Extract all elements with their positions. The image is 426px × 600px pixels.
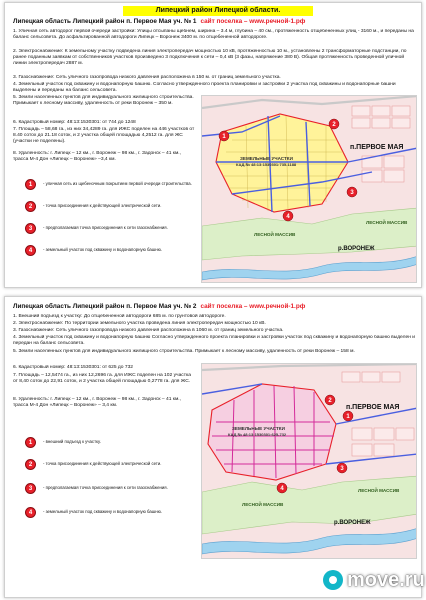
map-drawing: [202, 96, 417, 283]
legend-marker-3: 3: [25, 483, 36, 494]
legend-item-1: [25, 179, 215, 193]
plot-2-header: [13, 303, 417, 310]
legend-marker-2: 2: [25, 459, 36, 470]
map-label-forest-2: ЛЕСНОЙ МАССИВ: [366, 220, 408, 225]
legend-item-4: [25, 507, 215, 521]
plot-1-header: [13, 18, 417, 25]
legend-marker-4: 4: [25, 507, 36, 518]
map-marker-1-label: 1: [222, 134, 226, 140]
legend-item-2: [25, 201, 215, 215]
moveru-logo-icon: [323, 570, 343, 590]
map-marker-4-label: 4: [280, 486, 284, 492]
map-marker-3-label: 3: [340, 466, 344, 472]
map-label-cadastre: КАД.№ 48:13:1530301:625-732: [228, 432, 287, 437]
legend-item-4: [25, 245, 215, 259]
legend-text-1: - внешний подъезд к участку.: [43, 439, 101, 444]
legend-marker-4: 4: [25, 245, 36, 256]
legend-marker-1: 1: [25, 437, 36, 448]
paragraph-gas: 3. Газоснабжение: Сеть уличного газопровода низкого давления расположена в 150 м. от границ земельного участка.: [13, 75, 281, 80]
map-label-forest-2: ЛЕСНОЙ МАССИВ: [358, 488, 400, 493]
paragraph-land-category: 5. Земли населенных пунктов для индивидуального жилищного строительства. Примыкает к лесному массиву, удаленность от реки Воронеж – 158 м.: [13, 349, 355, 354]
paragraph-well: 4. Земельный участок под скважину и водонапорную башню Согласно утвержденного проекта планировки и застройки участок под скважину и водонапорную башню выделен и передан на баланс сельсовета.: [13, 335, 415, 347]
legend-marker-3: 3: [25, 223, 36, 234]
legend-item-3: [25, 223, 215, 237]
region-title: Липецкий район Липецкой области.: [123, 6, 313, 16]
listing-sheet-plot-2: [4, 296, 425, 598]
plot-1-title: Липецкая область Липецкий район п. Первое Мая уч. № 1: [13, 18, 197, 25]
map-marker-2-label: 2: [328, 398, 332, 404]
map-label-plots: ЗЕМЕЛЬНЫЕ УЧАСТКИ: [232, 426, 285, 431]
map-marker-4-label: 4: [286, 214, 290, 220]
paragraph-electricity: 2. Электроснабжение: По территории земельного участка проведена линия электропередач мощностью 10 кВ.: [13, 321, 266, 326]
map-label-forest-1: ЛЕСНОЙ МАССИВ: [242, 502, 284, 507]
paragraph-access: 1. Внешний подъезд к участку: До отщебененной автодороги 685 м. по грунтовой автодороге.: [13, 314, 226, 319]
paragraph-distance: 8. Удаленность: г. Липецк – 12 км., г. Воронеж – 98 км., г. Задонск – 41 км., трасса М-4 Дон «Липецк – Воронеж» –3,4 км.: [13, 151, 182, 163]
legend-text-3: - предполагаемая точка присоединения к сети газоснабжения.: [43, 225, 168, 230]
map-label-plots: ЗЕМЕЛЬНЫЕ УЧАСТКИ: [240, 156, 293, 161]
paragraph-cadastre: 6. Кадастровый номер: 48:13:1530301: от 625 до 732: [13, 365, 134, 370]
map-label-village: п.ПЕРВОЕ МАЯ: [346, 404, 400, 411]
legend-text-3: - предполагаемая точка присоединения к сети газоснабжения.: [43, 485, 168, 490]
plot-2-title: Липецкая область Липецкий район п. Первое Мая уч. № 2: [13, 303, 197, 310]
legend-text-2: - точка присоединения к действующей электрической сети.: [43, 461, 162, 466]
legend-marker-1: 1: [25, 179, 36, 190]
paragraph-roads: 1. Уличная сеть автодорог первой очереди застройки: Улицы отсыпаны щебнем, ширина – 3.4 м, глубина – 40 см., протяженность отщебененных улиц - 3160 м., и переданы на баланс сельсовета. До асфальтированной автодороги Липецк – Воронеж 3400 м. по отщебененной автодороге.: [13, 29, 414, 41]
legend-item-1: [25, 437, 215, 451]
paragraph-cadastre: 6. Кадастровый номер: 48:13:1530301: от 744 до 1248: [13, 120, 136, 125]
site-link[interactable]: сайт поселка – www.речной-1.рф: [200, 18, 306, 25]
paragraph-electricity: 2. Электроснабжение: К земельному участку подведена линия электропередач мощностью 10 кВ, протяженностью 10 м., установлены 2 трансформаторные подстанции, по ранее поданным заявкам от собственников участков произведено 3 подключения к сети – 0,4 кВ (3 фазы, напряжение 380 В). Общая протяженность проведенной уличной линии электропередач 2887 м.: [13, 49, 407, 67]
map-marker-1-label: 1: [346, 414, 350, 420]
legend-marker-2: 2: [25, 201, 36, 212]
paragraph-gas: 3. Газоснабжение: Сеть уличного газопровода низкого давления расположена в 1060 м. от границ земельного участка.: [13, 328, 284, 333]
paragraph-distance: 8. Удаленность: г. Липецк – 12 км., г. Воронеж – 98 км., г. Задонск – 41 км., трасса М-4 Дон «Липецк – Воронеж» – 3,4 км.: [13, 397, 182, 409]
map-label-river: р.ВОРОНЕЖ: [334, 520, 371, 526]
legend-text-1: - уличная сеть из щебеночным покрытием первой очереди строительства.: [43, 181, 192, 186]
map-label-river: р.ВОРОНЕЖ: [338, 246, 375, 252]
legend-text-2: - точка присоединения к действующей электрической сети.: [43, 203, 162, 208]
legend-item-2: [25, 459, 215, 473]
legend-text-4: - земельный участок под скважину и водонапорную башню.: [43, 509, 163, 514]
map-marker-2-label: 2: [332, 122, 336, 128]
map-label-cadastre: КАД.№ 48:13:1530301:735-1188: [236, 162, 297, 167]
paragraph-area: 7. Площадь – 12,5474 га., из них 12,2696 га. для ИЖС поделен на 102 участка от 8,40 соток до 22,91 соток, и 2 участка общей площадью 0,2778 га. для ЖС.: [13, 373, 191, 385]
site-link[interactable]: сайт поселка – www.речной-1.рф: [200, 303, 306, 310]
map-label-village: п.ПЕРВОЕ МАЯ: [350, 144, 404, 151]
legend-text-4: - земельный участок под скважину и водонапорную башню.: [43, 247, 163, 252]
paragraph-well: 4. Земельный участок под скважину и водонапорную башню. Согласно утвержденного проекта планировки и застройки 2 участка под скважины и водонапорные башни выделены и переданы на баланс сельсовета.: [13, 82, 396, 94]
map-marker-3-label: 3: [350, 190, 354, 196]
map-drawing: [202, 364, 417, 559]
legend-item-3: [25, 483, 215, 497]
site-plan-map-2: [201, 363, 417, 559]
moveru-watermark-text: move.ru: [347, 569, 425, 591]
listing-sheet-plot-1: [4, 2, 422, 288]
paragraph-land-category: 5. Земли населенных пунктов для индивидуального жилищного строительства. Примыкает к лесному массиву, удаленность от реки Воронеж – 350 м.: [13, 95, 194, 107]
map-label-forest-1: ЛЕСНОЙ МАССИВ: [254, 232, 296, 237]
moveru-watermark: [323, 569, 425, 593]
site-plan-map-1: [201, 95, 417, 283]
paragraph-area: 7. Площадь – 58,68 га., из них 34,4289 га. для ИЖС поделен на 446 участков от 8.40 сотох до 21.18 соток, и 2 участка общей площадью 4,2512 га. для ЖС (участки не поделены).: [13, 127, 195, 145]
